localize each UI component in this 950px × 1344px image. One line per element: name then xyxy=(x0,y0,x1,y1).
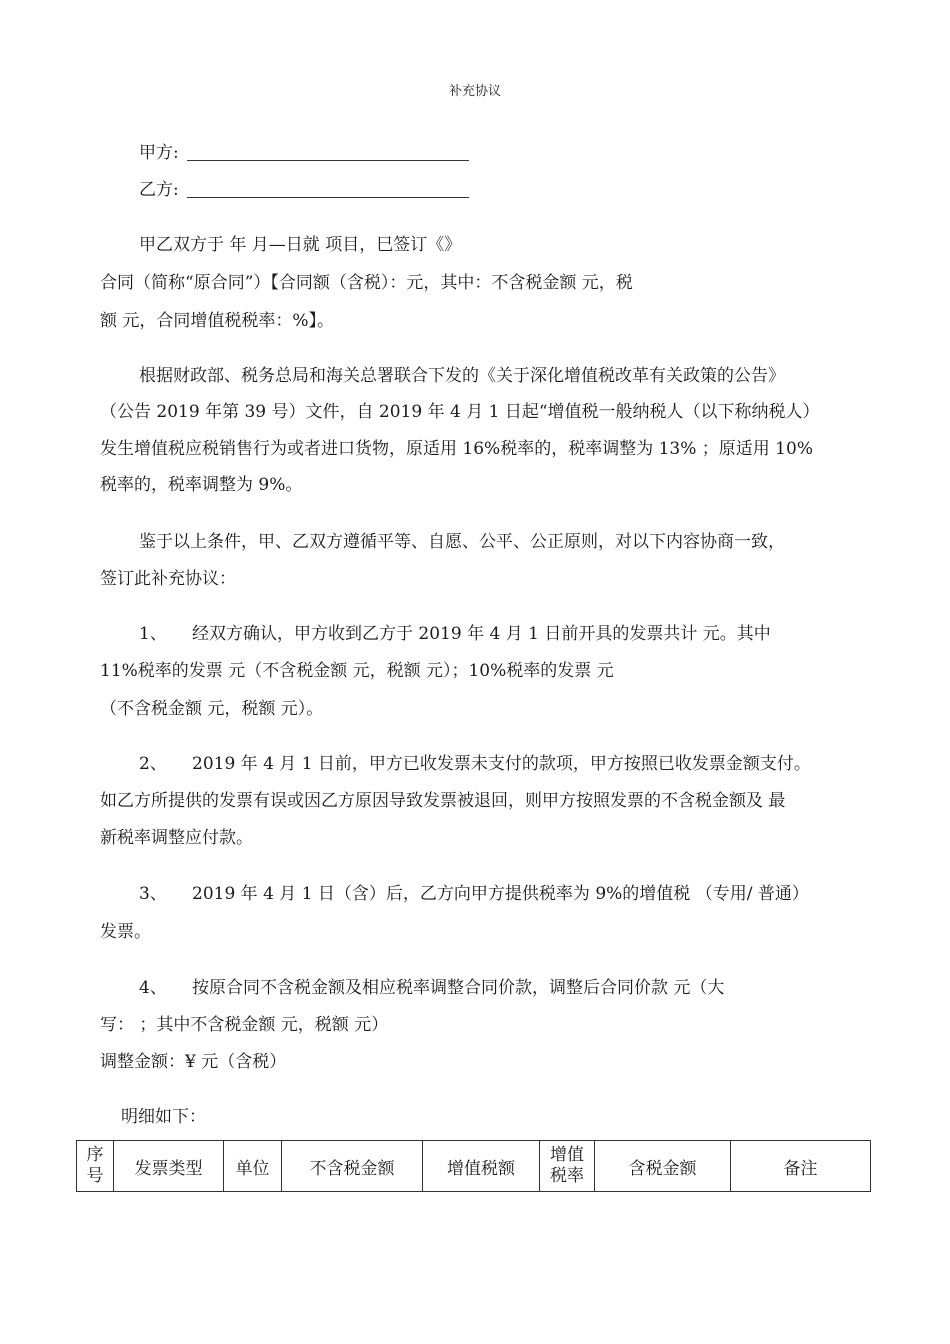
detail-label: 明细如下： xyxy=(121,1107,206,1127)
column-header-amount-incl-tax: 含税金额 xyxy=(595,1141,731,1192)
invoice-detail-table xyxy=(76,1140,871,1192)
column-header-amount-excl-tax: 不含税金额 xyxy=(282,1141,423,1192)
clause-3-line-2: 发票。 xyxy=(100,922,151,942)
clause-4-line-1: 按原合同不含税金额及相应税率调整合同价款，调整后合同价款 元（大 xyxy=(192,978,725,998)
column-header-index: 序 号 xyxy=(77,1141,114,1192)
clause-4-number: 4、 xyxy=(139,978,167,998)
clause-4-line-2: 写： ；其中不含税金额 元，税额 元） xyxy=(100,1015,389,1035)
clause-3-number: 3、 xyxy=(139,884,167,904)
clause-1-line-3: （不含税金额 元，税额 元）。 xyxy=(100,699,324,719)
clause-2-line-2: 如乙方所提供的发票有误或因乙方原因导致发票被退回，则甲方按照发票的不含税金额及 最 xyxy=(100,791,786,811)
party-b-blank-line xyxy=(187,197,469,198)
intro-line-3: 额 元，合同增值税税率：%】。 xyxy=(100,311,335,331)
column-header-vat-rate: 增值 税率 xyxy=(540,1141,595,1192)
intro-line-1: 甲乙双方于 年 月—日就 项目，巳签订《》 xyxy=(139,235,462,255)
party-a-blank-line xyxy=(187,160,469,161)
clause-1-line-2: 11%税率的发票 元（不含税金额 元，税额 元）；10%税率的发票 元 xyxy=(100,661,614,681)
clause-4-line-3: 调整金额：¥ 元（含税） xyxy=(100,1052,287,1072)
table-header-row xyxy=(77,1141,871,1192)
premise-line-1: 鉴于以上条件，甲、乙双方遵循平等、自愿、公平、公正原则，对以下内容协商一致， xyxy=(139,532,785,552)
clause-3-line-1: 2019 年 4 月 1 日（含）后，乙方向甲方提供税率为 9%的增值税 （专用/ 普通） xyxy=(192,884,809,904)
party-b-label: 乙方: xyxy=(139,180,179,200)
clause-2-number: 2、 xyxy=(139,754,167,774)
basis-line-1: 根据财政部、税务总局和海关总署联合下发的《关于深化增值税改革有关政策的公告》 xyxy=(139,366,785,386)
column-header-unit: 单位 xyxy=(224,1141,282,1192)
clause-2-line-3: 新税率调整应付款。 xyxy=(100,828,253,848)
basis-line-3: 发生增值税应税销售行为或者进口货物，原适用 16%税率的，税率调整为 13% ；原适用 10% xyxy=(100,439,813,459)
basis-line-4: 税率的，税率调整为 9%。 xyxy=(100,475,303,495)
party-a-label: 甲方: xyxy=(139,143,179,163)
premise-line-2: 签订此补充协议： xyxy=(100,569,236,589)
clause-1-line-1: 经双方确认，甲方收到乙方于 2019 年 4 月 1 日前开具的发票共计 元。其中 xyxy=(192,624,771,644)
basis-line-2: （公告 2019 年第 39 号）文件，自 2019 年 4 月 1 日起“增值税一般纳税人（以下称纳税人） xyxy=(100,402,820,422)
document-title: 补充协议 xyxy=(448,84,501,99)
column-header-invoice-type: 发票类型 xyxy=(114,1141,224,1192)
intro-line-2: 合同（简称“原合同”）【合同额（含税）：元，其中：不含税金额 元，税 xyxy=(100,273,633,293)
column-header-vat-amount: 增值税额 xyxy=(423,1141,540,1192)
column-header-remarks: 备注 xyxy=(731,1141,871,1192)
clause-2-line-1: 2019 年 4 月 1 日前，甲方已收发票未支付的款项，甲方按照已收发票金额支付。 xyxy=(192,754,811,774)
clause-1-number: 1、 xyxy=(139,624,167,644)
